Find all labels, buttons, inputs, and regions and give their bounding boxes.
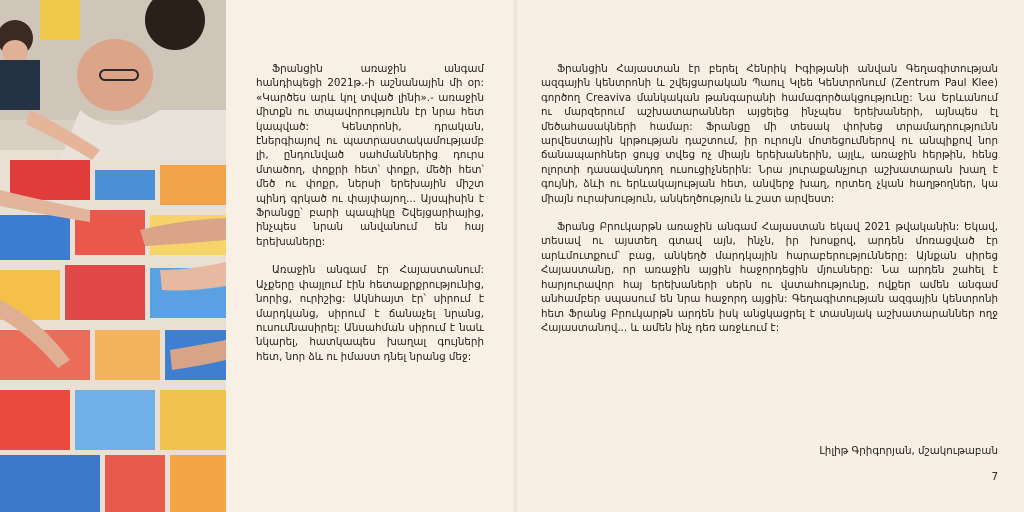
right-text-column xyxy=(541,62,998,335)
children-painting-illustration xyxy=(0,0,226,512)
author-signature: Լիլիթ Գրիգորյան, մշակութաբան xyxy=(819,445,998,457)
right-paragraph-2: Ֆրանց Բրուկարթն առաջին անգամ Հայաստան եկավ 2021 թվականին: Եկավ, տեսավ ու այստեղ գտավ այն, ինչն, իր խոսքով, արդեն մոռացված էր արևմուտքում՝ բաց, անկեղծ մարդկային հարաբերությունները: Այնքան սիրեց Հայաստանը, որ առաջին այցին հաջորդեցին մյուսները: Նա արդեն շահել է հարյուրավոր հայ երեխաների սերն ու վստահությունը, ովքեր ամեն անգամ անհամբեր սպասում են նրա հաջորդ այցին: Գեղագիտության ազգային կենտրոնի հետ Ֆրանց Բրուկարթն արդեն իսկ անցկացրել է տասնյակ աշխատարաններ ողջ Հայաստանով... և ամեն ինչ դեռ առջևում է: xyxy=(541,221,998,334)
page-number: 7 xyxy=(991,471,998,483)
left-paragraph-2: Առաջին անգամ էր Հայաստանում: Աչքերը փայլում էին հետաքրքրությունից, նորից, ուրիշից: Ակնհայտ էր՝ սիրում է մարդկանց, սիրում է ճանաչել նրանց, ուսումնասիրել: Անսահման սիրում է նաև նկարել, հատկապես խաղալ գույների հետ, նոր ձև ու իմաստ դնել նրանց մեջ: xyxy=(256,264,484,363)
workshop-photo xyxy=(0,0,226,512)
right-paragraph-1: Ֆրանցին Հայաստան էր բերել Հենրիկ Իգիթյանի անվան Գեղագիտության ազգային կենտրոնի և շվեյցարական Պաուլ Կլեե Կենտրոնում (Zentrum Paul Klee) գործող Creaviva մանկական թանգարանի համագործակցությունը: Նա Երևանում ու մարզերում աշխատարաններ այցելեց ինչպես երեխաների, այնպես էլ մեծահասակների համար: Ֆրանցը մի տեսակ փոխեց տրամադրությունն արվեստային կրթության դաշտում, իր ուրույն մոտեցումներով ու անպիքով նոր ճանապարհներ ցույց տվեց ոչ միայն երեխաներին, այլև, առաջին հերթին, հենց ոլորտի դասավանդող ուսուցիչներին: Նրա յուրաքանչյուր աշխատարան խաղ է գույնի, ձևի ու երևակայության հետ, անվերջ խաղ, որտեղ չկան հաղթողներ, կա միայն ուրախություն, անկեղծություն և շատ արվեստ: xyxy=(541,63,998,205)
left-paragraph-1: Ֆրանցին առաջին անգամ հանդիպեցի 2021թ.-ի աշնանային մի օր: «Կարծես արև կոլ տված լինի».- առաջին միտքն ու տպավորությունն էր նրա հետ կապված: Կենտրոնի, դրական, էներգիայով ու պատրաստակամությամբ լի, ընդունված սահմաններից դուրս մտածող, փոքրի հետ՝ փոքր, մեծի հետ՝ մեծ ու փոքր, ներսի երեխային միշտ պինդ գրկած ու փայփայող... Այսպիսին է Ֆրանցը՝ բարի պապիկը Շվեյցարիայից, ինչպես նրան անվանում են հայ երեխաները: xyxy=(256,63,484,248)
left-text-column xyxy=(256,62,484,364)
